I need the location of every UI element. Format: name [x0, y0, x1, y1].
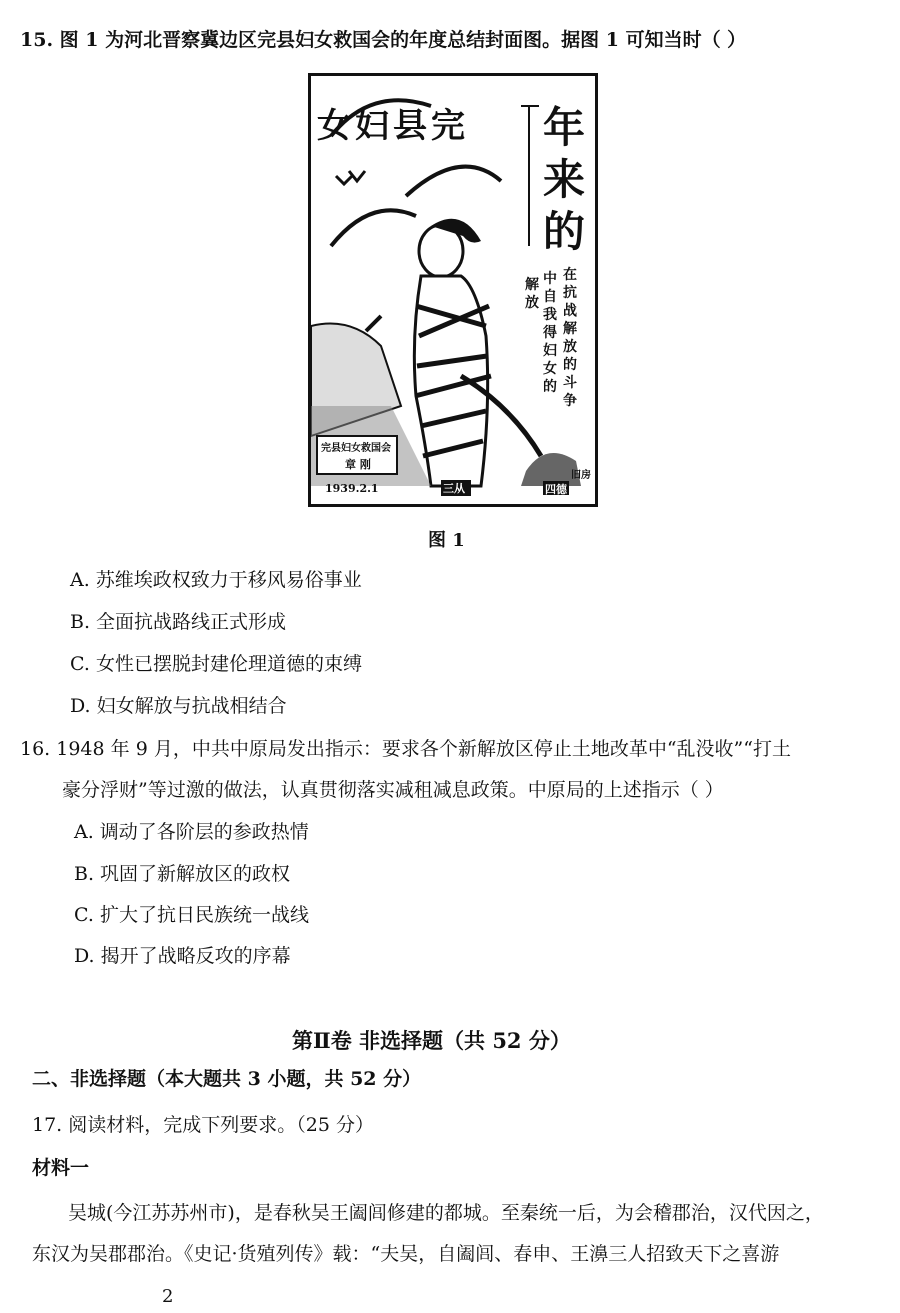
figure-subtitle-col1: 在抗战解放的斗争: [563, 267, 577, 409]
figure-date: 1939.2.1: [325, 482, 379, 495]
q16-stem-line2: 豪分浮财”等过激的做法，认真贯彻落实减租减息政策。中原局的上述指示（ ）: [62, 779, 724, 801]
figure-label-side: 四德: [545, 483, 567, 496]
q16-option-d: D. 揭开了战略反攻的序幕: [74, 945, 291, 967]
q15-option-a: A. 苏维埃政权致力于移风易俗事业: [70, 569, 362, 591]
q17-material-line1: 吴城(今江苏苏州市)，是春秋吴王阖闾修建的都城。至秦统一后，为会稽郡治，汉代因之，: [68, 1202, 824, 1224]
figure-subtitle-col2: 中自我得妇女的: [543, 271, 557, 395]
q16-option-c: C. 扩大了抗日民族统一战线: [74, 904, 309, 926]
section-subtitle: 二、非选择题（本大题共 3 小题，共 52 分）: [32, 1068, 422, 1090]
figure-cover-illustration: [308, 73, 598, 507]
figure-stamp-sub: 章 刚: [345, 458, 371, 471]
page-number: 2: [162, 1286, 174, 1307]
q15-stem: 15. 图 1 为河北晋察冀边区完县妇女救国会的年度总结封面图。据图 1 可知当时（ ）: [20, 29, 747, 51]
figure-label-corner: 旧房: [571, 470, 591, 481]
figure-subtitle-col3: 解放: [525, 277, 539, 311]
q17-material-line2: 东汉为吴郡郡治。《史记·货殖列传》载：“夫吴，自阖闾、春申、王濞三人招致天下之喜游: [32, 1243, 780, 1265]
q15-option-d: D. 妇女解放与抗战相结合: [70, 695, 287, 717]
figure-stamp-text: 完县妇女救国会: [321, 443, 391, 454]
q16-option-a: A. 调动了各阶层的参政热情: [74, 821, 309, 843]
q16-stem-line1: 16. 1948 年 9 月，中共中原局发出指示：要求各个新解放区停止土地改革中“乱没收”“打土: [20, 738, 791, 760]
q15-option-c: C. 女性已摆脱封建伦理道德的束缚: [70, 653, 362, 675]
q17-stem: 17. 阅读材料，完成下列要求。（25 分）: [32, 1114, 374, 1136]
q17-material-label: 材料一: [32, 1157, 90, 1179]
q15-option-b: B. 全面抗战路线正式形成: [70, 611, 287, 633]
q16-option-b: B. 巩固了新解放区的政权: [74, 863, 291, 885]
figure-horizontal-title: 女妇县完: [317, 106, 469, 146]
figure-vertical-title: 年来的: [542, 103, 585, 256]
figure-label-sancong: 三从: [443, 482, 465, 495]
section-title: 第Ⅱ卷 非选择题（共 52 分）: [292, 1028, 571, 1053]
figure-caption: 图 1: [428, 530, 465, 551]
